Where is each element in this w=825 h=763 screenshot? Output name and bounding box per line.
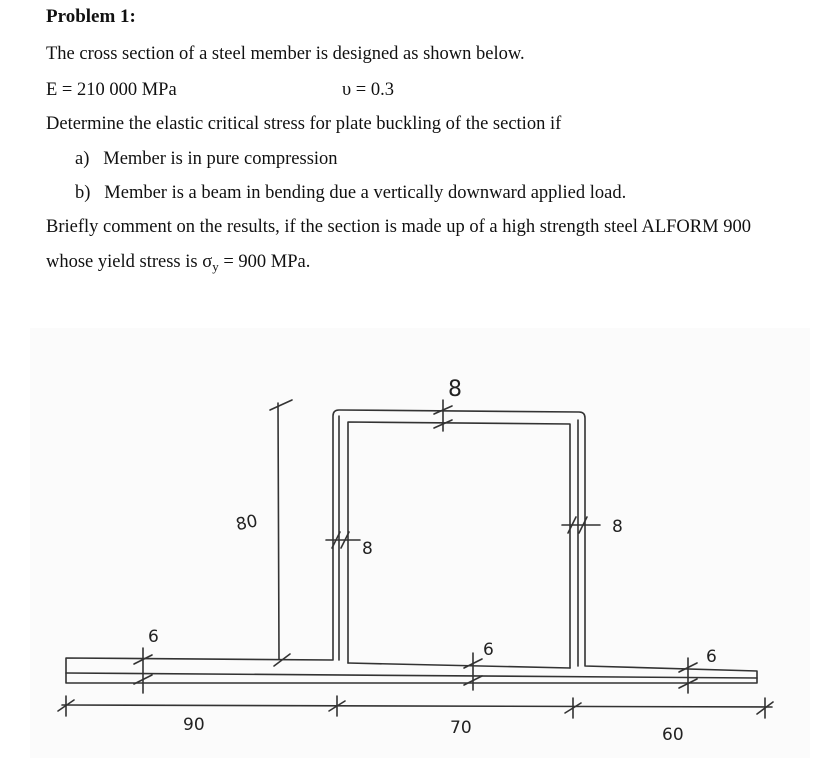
material-line — [46, 80, 394, 101]
dim-label-right-flange-thickness: 6 — [706, 647, 717, 667]
sigma-subscript: y — [212, 259, 219, 274]
cross-section-sketch — [30, 328, 810, 758]
dim-label-bottom-plate-thickness: 6 — [483, 640, 494, 660]
intro-text: The cross section of a steel member is designed as shown below. — [46, 44, 525, 64]
comment-post: = 900 MPa. — [218, 252, 311, 272]
poisson-text: υ = 0.3 — [342, 80, 394, 100]
comment-line-1: Briefly comment on the results, if the section is made up of a high strength steel ALFORM 900 — [46, 217, 751, 237]
dim-label-left-flange-width: 90 — [183, 715, 205, 735]
dim-label-right-flange-width: 60 — [662, 725, 684, 745]
dim-label-middle-width: 70 — [450, 718, 472, 738]
comment-pre: whose yield stress is σ — [46, 252, 213, 272]
dim-label-right-web-thickness: 8 — [612, 517, 623, 537]
case-a-text: Member is in pure compression — [103, 149, 338, 169]
case-b-label: b) — [75, 183, 91, 203]
dim-label-web-height: 80 — [234, 511, 260, 536]
case-a-label: a) — [75, 149, 90, 169]
dim-label-top-flange-thickness: 8 — [448, 377, 462, 402]
case-b — [75, 183, 626, 204]
case-a — [75, 149, 338, 170]
figure-background — [30, 328, 810, 758]
modulus-text: E = 210 000 MPa — [46, 80, 177, 100]
vertical-plate-80 — [278, 403, 279, 659]
comment-line-2 — [46, 252, 310, 273]
dim-label-left-web-thickness: 8 — [362, 539, 373, 559]
dim-label-left-flange-thickness: 6 — [148, 627, 159, 647]
problem-title: Problem 1: — [46, 6, 136, 27]
case-b-text: Member is a beam in bending due a vertically downward applied load. — [104, 183, 627, 203]
task-text: Determine the elastic critical stress for plate buckling of the section if — [46, 114, 562, 134]
